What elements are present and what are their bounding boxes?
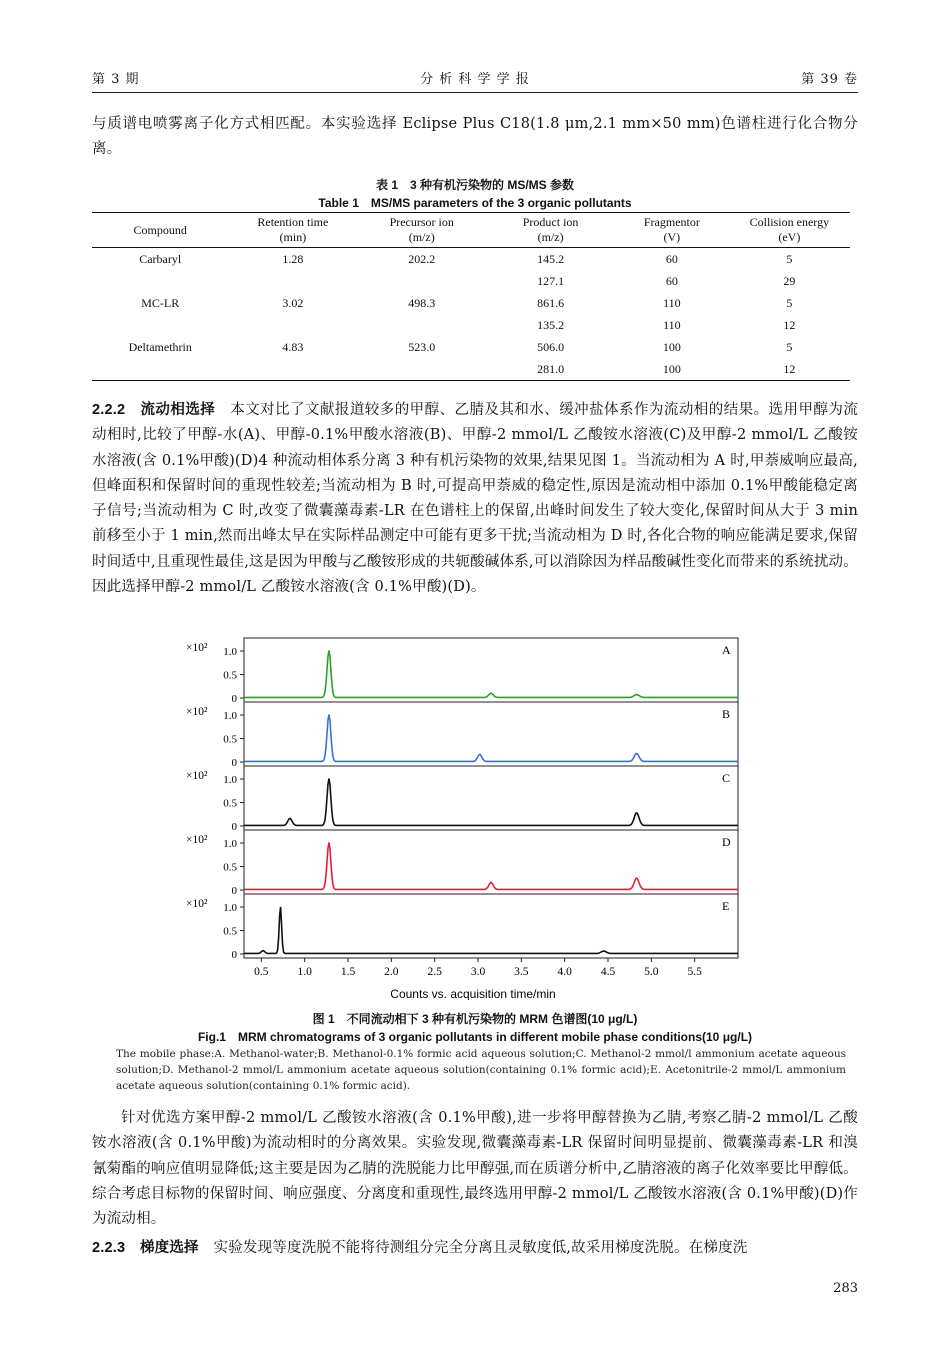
table-row: Carbaryl 1.28 202.2 145.2 60 5 xyxy=(139,251,793,266)
y-scale-label: ×10² xyxy=(186,642,208,654)
y-tick-label: 0 xyxy=(231,821,237,833)
mrm-chromatogram-figure xyxy=(180,630,760,1000)
panel-frame xyxy=(244,766,738,830)
table-caption-en: Table 1 MS/MS parameters of the 3 organic pollutants xyxy=(318,196,632,210)
x-tick-label: 2.0 xyxy=(384,966,399,978)
x-tick-label: 4.0 xyxy=(557,966,572,978)
x-tick-label: 0.5 xyxy=(254,966,269,978)
header-volume: 第 39 卷 xyxy=(801,72,858,87)
y-tick-label: 1.0 xyxy=(223,710,237,723)
y-tick-label: 1.0 xyxy=(223,774,237,787)
section-2-2-3 xyxy=(92,1236,858,1261)
panel-frame xyxy=(244,830,738,894)
y-tick-label: 0.5 xyxy=(223,733,237,746)
y-tick-label: 0 xyxy=(231,693,237,705)
paragraph-after-figure: 针对优选方案甲醇-2 mmol/L 乙酸铵水溶液(含 0.1%甲酸),进一步将甲醇替换为乙腈,考察乙腈-2 mmol/L 乙酸铵水溶液(含 0.1%甲酸)为流动相时的分离效果。实验发现,微囊藻毒素-LR 保留时间明显提前、微囊藻毒素-LR 和溴氰菊酯的响应值明显降低;这主要是因为乙腈的洗脱能力比甲醇强,而在质谱分析中,乙腈溶液的离子化效率要比甲醇低。综合考虑目标物的保留时间、响应强度、分离度和重现性,最终选用甲醇-2 mmol/L 乙酸铵水溶液(含 0.1%甲酸)(D)作为流动相。 xyxy=(92,1110,858,1228)
figure-caption-cn: 图 1 不同流动相下 3 种有机污染物的 MRM 色谱图(10 μg/L) xyxy=(312,1012,638,1026)
header-journal: 分 析 科 学 学 报 xyxy=(420,72,530,87)
figure-note: The mobile phase:A. Methanol-water;B. Methanol-0.1% formic acid aqueous solution;C. Methanol-2 mmol/l ammonium acetate aqueous solution;D. Methanol-2 mmol/L ammonium acetate aqueous solution(containing 0.1% formic acid);E. Acetonitrile-2 mmol/L ammonium acetate aqueous solution(containing 0.1% formic acid). xyxy=(116,1048,846,1092)
panel-label: E xyxy=(722,899,730,913)
x-tick-label: 2.5 xyxy=(427,966,442,978)
intro-paragraph: 与质谱电喷雾离子化方式相匹配。本实验选择 Eclipse Plus C18(1.8 μm,2.1 mm×50 mm)色谱柱进行化合物分离。 xyxy=(92,116,858,158)
y-tick-label: 0 xyxy=(231,757,237,769)
ms-parameters-table xyxy=(92,212,850,381)
chromatogram-trace-A xyxy=(244,651,738,698)
col-header: Compound xyxy=(92,213,228,248)
col-header: Retention time (min) xyxy=(228,213,357,248)
y-scale-label: ×10² xyxy=(186,706,208,718)
table-row: Deltamethrin 4.83 523.0 506.0 100 5 xyxy=(128,339,793,354)
panel-frame xyxy=(244,894,738,958)
panel-frame xyxy=(244,702,738,766)
table-header-row xyxy=(92,213,850,248)
table-row: 135.2 110 12 xyxy=(537,317,796,332)
x-tick-label: 3.0 xyxy=(470,966,486,978)
y-tick-label: 0.5 xyxy=(223,669,237,682)
y-scale-label: ×10² xyxy=(186,898,208,910)
section-body: 本文对比了文献报道较多的甲醇、乙腈及其和水、缓冲盐体系作为流动相的结果。选用甲醇为流动相时,比较了甲醇-水(A)、甲醇-0.1%甲酸水溶液(B)、甲醇-2 mmol/L 乙酸铵水溶液(C)及甲醇-2 mmol/L 乙酸铵水溶液(含 0.1%甲酸)(D)4 种流动相体系分离 3 种有机污染物的效果,结果见图 1。当流动相为 A 时,甲萘威响应最高,但峰面积和保留时间的重现性较差;当流动相为 B 时,可提高甲萘威的稳定性,原因是流动相中添加 0.1%甲酸能稳定离子信号;当流动相为 C 时,改变了微囊藻毒素-LR 在色谱柱上的保留,出峰时间发生了较大变化,保留时间从大于 3 min 前移至小于 1 min,然而出峰太早在实际样品测定中可能有更多干扰;当流动相为 D 时,各化合物的响应能满足要求,保留时间适中,且重现性最佳,这是因为甲酸与乙酸铵形成的共轭酸碱体系,可以消除因为样品酸碱性变化而带来的系统扰动。因此选择甲醇-2 mmol/L 乙酸铵水溶液(含 0.1%甲酸)(D)。 xyxy=(92,402,859,596)
header-issue: 第 3 期 xyxy=(92,72,140,87)
y-scale-label: ×10² xyxy=(186,770,208,782)
col-header: Product ion (m/z) xyxy=(486,213,615,248)
x-tick-label: 1.5 xyxy=(340,966,356,978)
chromatogram-trace-D xyxy=(244,843,738,890)
y-tick-label: 0.5 xyxy=(223,797,237,810)
section-title: 梯度选择 xyxy=(139,1240,199,1256)
x-axis-label: Counts vs. acquisition time/min xyxy=(390,987,556,1000)
x-tick-label: 1.0 xyxy=(297,966,312,978)
panel-label: D xyxy=(722,835,731,849)
section-title: 流动相选择 xyxy=(140,402,216,418)
y-tick-label: 0 xyxy=(231,885,237,897)
col-header: Collision energy (eV) xyxy=(729,213,850,248)
table-row: 281.0 100 12 xyxy=(92,358,850,381)
y-tick-label: 1.0 xyxy=(223,646,237,659)
chromatogram-trace-B xyxy=(244,715,738,762)
header-rule xyxy=(92,92,858,93)
table-row: MC-LR 3.02 498.3 861.6 110 5 xyxy=(141,295,793,310)
section-number: 2.2.3 xyxy=(92,1240,126,1256)
table-caption-cn: 表 1 3 种有机污染物的 MS/MS 参数 xyxy=(375,178,575,192)
y-tick-label: 0.5 xyxy=(223,925,237,938)
section-2-2-2 xyxy=(92,398,858,600)
y-scale-label: ×10² xyxy=(186,834,208,846)
x-tick-label: 5.5 xyxy=(687,966,702,978)
section-number: 2.2.2 xyxy=(92,402,126,418)
y-tick-label: 0 xyxy=(231,949,237,961)
panel-label: A xyxy=(722,643,731,657)
y-tick-label: 1.0 xyxy=(223,838,237,851)
chromatogram-trace-E xyxy=(244,907,738,954)
figure-caption-en: Fig.1 MRM chromatograms of 3 organic pollutants in different mobile phase conditions(10 μg/L) xyxy=(197,1030,753,1044)
section-body: 实验发现等度洗脱不能将待测组分完全分离且灵敏度低,故采用梯度洗脱。在梯度洗 xyxy=(213,1240,748,1256)
chromatogram-trace-C xyxy=(244,779,738,826)
panel-label: C xyxy=(722,771,731,785)
y-tick-label: 1.0 xyxy=(223,902,237,915)
col-header: Precursor ion (m/z) xyxy=(357,213,486,248)
y-tick-label: 0.5 xyxy=(223,861,237,874)
x-tick-label: 5.0 xyxy=(644,966,659,978)
col-header: Fragmentor (V) xyxy=(615,213,729,248)
x-tick-label: 3.5 xyxy=(514,966,529,978)
panel-label: B xyxy=(722,707,731,721)
x-tick-label: 4.5 xyxy=(600,966,616,978)
page-number: 283 xyxy=(833,1281,858,1296)
table-row: 127.1 60 29 xyxy=(537,273,796,288)
